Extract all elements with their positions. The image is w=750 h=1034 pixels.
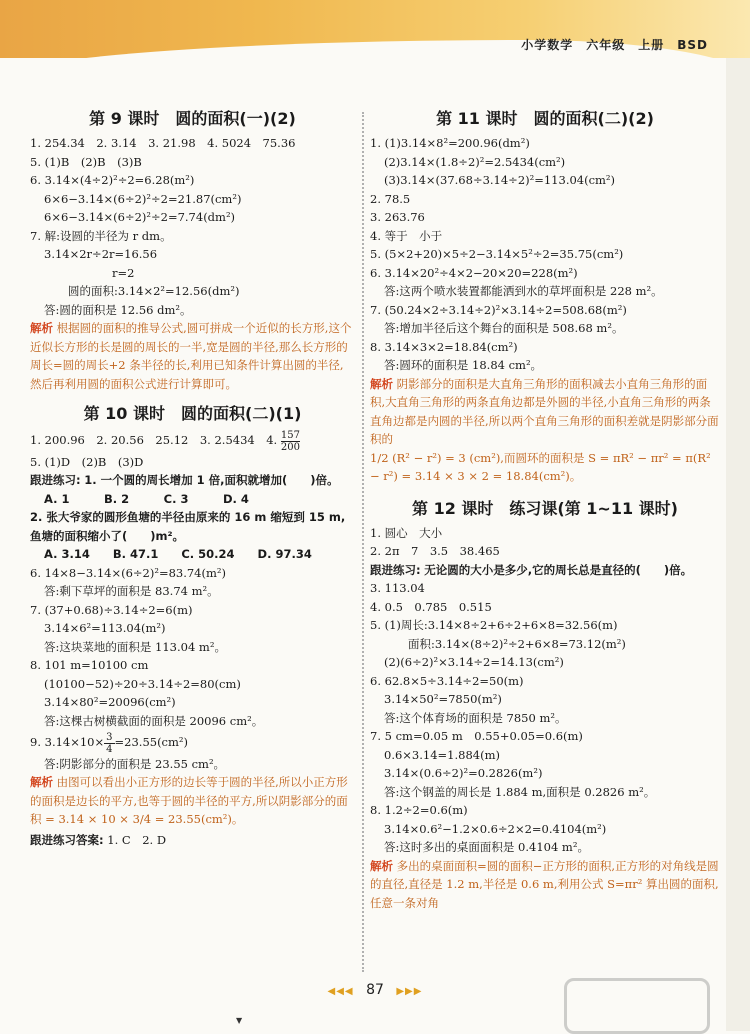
page-next-arrows-icon: ▶▶▶	[396, 986, 423, 997]
answer-text: 1. 200.96 2. 20.56 25.12 3. 2.5434 4.	[30, 433, 281, 447]
answer-line	[30, 429, 355, 453]
answer-line: 7. (37+0.68)÷3.14÷2=6(m)	[30, 602, 193, 617]
right-margin-strip	[726, 58, 750, 1031]
section-title-lesson-10: 第 10 课时 圆的面积(二)(1)	[83, 404, 302, 423]
answer-line: 3.14×2r÷2r=16.56	[44, 247, 158, 261]
answer-line: 答:这棵古树横截面的面积是 20096 cm²。	[44, 713, 264, 728]
answer-line: 8. 3.14×3×2=18.84(cm²)	[370, 339, 518, 354]
answer-line: 圆的面积:3.14×2²=12.56(dm²)	[68, 284, 240, 298]
fraction-numerator: 157	[280, 429, 300, 441]
follow-up-exercise	[30, 471, 355, 490]
analysis-paragraph	[370, 857, 720, 913]
answer-line: 答:阴影部分的面积是 23.55 cm²。	[44, 756, 226, 771]
answer-line: 4. 等于 小于	[370, 228, 443, 243]
follow-up-answers	[30, 831, 355, 850]
answer-line: 1. (1)3.14×8²=200.96(dm²)	[370, 136, 530, 150]
answer-line: 7. 解:设圆的半径为 r dm。	[30, 228, 172, 243]
answer-line: 6×6−3.14×(6÷2)²÷2=21.87(cm²)	[44, 191, 242, 206]
analysis-tag: 解析	[30, 775, 53, 789]
fraction	[104, 732, 114, 755]
analysis-paragraph	[370, 375, 720, 449]
answer-line: 1. 254.34 2. 3.14 3. 21.98 4. 5024 75.36	[30, 136, 296, 150]
answer-line: (3)3.14×(37.68÷3.14÷2)²=113.04(cm²)	[384, 173, 616, 187]
analysis-tag: 解析	[30, 321, 53, 335]
answer-line: 6. 62.8×5÷3.14÷2=50(m)	[370, 673, 524, 688]
answer-line: 2. 2π 7 3.5 38.465	[370, 544, 500, 558]
right-column	[370, 104, 720, 913]
answer-line: 答:这两个喷水装置都能洒到水的草坪面积是 228 m²。	[384, 284, 663, 298]
follow-up-tag: 跟进练习:	[370, 562, 421, 577]
follow-up-answers-text: 1. C 2. D	[107, 832, 167, 847]
follow-up-tag: 跟进练习:	[30, 473, 81, 487]
answer-line: (2)(6÷2)²×3.14÷2=14.13(cm²)	[384, 655, 564, 669]
answer-line: (2)3.14×(1.8÷2)²=2.5434(cm²)	[384, 154, 566, 169]
answer-line: 3. 113.04	[370, 581, 425, 595]
book-series-label: 小学数学 六年级 上册 BSD	[521, 38, 708, 52]
follow-up-question: 2. 张大爷家的圆形鱼塘的半径由原来的 16 m 缩短到 15 m,鱼塘的面积缩小了( )m²。	[30, 510, 346, 543]
answer-line: 5. (5×2+20)×5÷2−3.14×5²÷2=35.75(cm²)	[370, 247, 624, 261]
follow-up-options: A. 3.14 B. 47.1 C. 50.24 D. 97.34	[44, 547, 312, 561]
answer-line: 7. (50.24×2÷3.14÷2)²×3.14÷2=508.68(m²)	[370, 302, 627, 317]
section-title-lesson-11: 第 11 课时 圆的面积(二)(2)	[436, 109, 654, 128]
answer-line: 1. 圆心 大小	[370, 525, 443, 540]
follow-up-text: 1. 一个圆的周长增加 1 倍,面积就增加( )倍。	[84, 473, 339, 487]
fraction	[281, 430, 300, 453]
answer-line: 答:这个钢盖的周长是 1.884 m,面积是 0.2826 m²。	[384, 784, 656, 799]
analysis-text: 根据圆的面积的推导公式,圆可拼成一个近似的长方形,这个近似长方形的长是圆的周长的一半,宽是圆的半径,那么长方形的周长=圆的周长+2 条半径的长,利用已知条件计算出圆的半径,然后再利用圆的面积公式进行计算即可。	[30, 321, 352, 391]
column-divider	[362, 112, 364, 972]
follow-up-options: A. 1 B. 2 C. 3 D. 4	[44, 491, 249, 506]
answer-line: 0.6×3.14=1.884(m)	[384, 747, 500, 762]
analysis-text: 阴影部分的面积是大直角三角形的面积减去小直角三角形的面积,大直角三角形的两条直角边都是外圆的半径,小直角三角形的两条直角边都是内圆的半径,所以两个直角三角形的面积差就是阴影部分面积的	[370, 376, 719, 446]
answer-line: 8. 101 m=10100 cm	[30, 658, 149, 672]
answer-line: 3. 263.76	[370, 210, 425, 224]
answer-text: 9. 3.14×10×	[30, 735, 105, 749]
answer-line: 6. 14×8−3.14×(6÷2)²=83.74(m²)	[30, 565, 226, 580]
answer-line: 3.14×0.6²−1.2×0.6÷2×2=0.4104(m²)	[384, 821, 607, 836]
analysis-text: 多出的桌面面积=圆的面积−正方形的面积,正方形的对角线是圆的直径,直径是 1.2 m,半径是 0.6 m,利用公式 S=πr² 算出圆的面积,任意一条对角	[370, 858, 719, 910]
left-column	[30, 104, 355, 849]
answer-line: r=2	[112, 265, 135, 280]
analysis-paragraph	[30, 773, 355, 829]
answer-line: 3.14×50²=7850(m²)	[384, 692, 502, 706]
answer-line: 7. 5 cm=0.05 m 0.55+0.05=0.6(m)	[370, 729, 583, 743]
follow-up-text: 无论圆的大小是多少,它的周长总是直径的( )倍。	[424, 562, 693, 577]
page-prev-arrows-icon: ◀◀◀	[327, 986, 354, 997]
bottom-dot-icon: ▼	[236, 1016, 243, 1025]
follow-up-exercise	[370, 561, 720, 580]
answer-line: 6. 3.14×(4÷2)²÷2=6.28(m²)	[30, 173, 195, 187]
analysis-paragraph	[30, 319, 355, 393]
answer-line: 答:剩下草坪的面积是 83.74 m²。	[44, 584, 219, 598]
answer-line: 答:这个体育场的面积是 7850 m²。	[384, 710, 567, 725]
answer-line: 3.14×(0.6÷2)²=0.2826(m²)	[384, 766, 543, 780]
fraction-numerator: 3	[106, 731, 113, 743]
section-title-lesson-9: 第 9 课时 圆的面积(一)(2)	[89, 109, 296, 128]
answer-line: 答:圆的面积是 12.56 dm²。	[44, 302, 192, 317]
analysis-tag: 解析	[370, 858, 393, 873]
answer-line: 答:圆环的面积是 18.84 cm²。	[384, 358, 543, 372]
fraction-denominator: 200	[280, 441, 300, 453]
answer-line: 6. 3.14×20²÷4×2−20×20=228(m²)	[370, 265, 578, 280]
answer-line: 4. 0.5 0.785 0.515	[370, 599, 492, 614]
answer-text: =23.55(cm²)	[114, 735, 189, 749]
answer-line: 5. (1)D (2)B (3)D	[30, 454, 144, 469]
answer-line: 3.14×80²=20096(cm²)	[44, 695, 176, 709]
analysis-text: 由图可以看出小正方形的边长等于圆的半径,所以小正方形的面积是边长的平方,也等于圆的半径的平方,所以阴影部分的面积 = 3.14 × 10 × 3/4 = 23.55(cm²)。	[30, 775, 348, 826]
answer-line: 答:增加半径后这个舞台的面积是 508.68 m²。	[384, 321, 624, 335]
answer-line: 5. (1)周长:3.14×8÷2+6÷2+6×8=32.56(m)	[370, 618, 618, 632]
answer-line: 6×6−3.14×(6÷2)²÷2=7.74(dm²)	[44, 210, 236, 224]
fraction-denominator: 4	[106, 743, 113, 755]
analysis-tag: 解析	[370, 376, 393, 391]
follow-up-answers-tag: 跟进练习答案:	[30, 832, 104, 847]
answer-line	[30, 730, 355, 755]
watermark-stamp	[564, 978, 710, 1034]
analysis-formula: 1/2 (R² − r²) = 3 (cm²),而圆环的面积是 S = πR² − πr² = π(R² − r²) = 3.14 × 3 × 2 = 18.84(cm²)。	[370, 450, 711, 483]
section-title-lesson-12: 第 12 课时 练习课(第 1~11 课时)	[412, 498, 678, 518]
answer-line: (10100−52)÷20÷3.14÷2=80(cm)	[44, 676, 241, 691]
answer-line: 答:这时多出的桌面面积是 0.4104 m²。	[384, 840, 589, 854]
answer-line: 3.14×6²=113.04(m²)	[44, 621, 166, 635]
answer-line: 2. 78.5	[370, 191, 411, 206]
answer-line: 8. 1.2÷2=0.6(m)	[370, 803, 468, 817]
answer-line: 面积:3.14×(8÷2)²÷2+6×8=73.12(m²)	[408, 636, 626, 651]
answer-line: 答:这块菜地的面积是 113.04 m²。	[44, 639, 226, 654]
page-number: 87	[366, 982, 384, 998]
answer-line: 5. (1)B (2)B (3)B	[30, 154, 142, 169]
